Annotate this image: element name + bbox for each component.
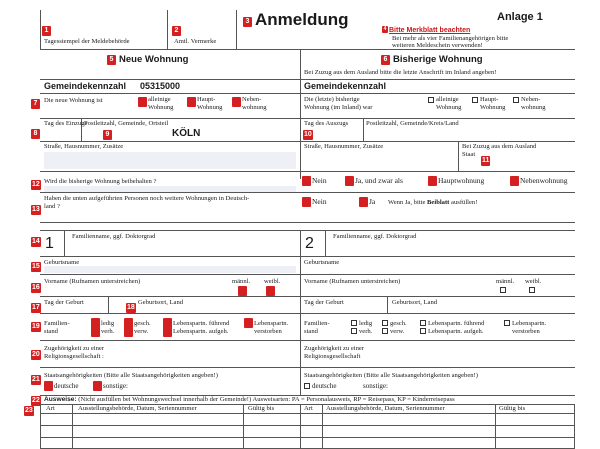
person-1-other-checkbox[interactable] [93, 381, 102, 391]
abroad-label-2: Staat [462, 151, 476, 158]
person-1-male-checkbox[interactable] [238, 286, 247, 296]
old-municipality-label: Gemeindekennzahl [304, 81, 387, 91]
new-dwelling-secondary-label-2: wohnung [242, 104, 267, 111]
marker-7: 7 [31, 99, 40, 109]
person-1-birth-place-label: Geburtsort, Land [138, 299, 184, 306]
person-1-family-label-1: Familien- [44, 320, 70, 327]
ids-col-authority-right: Ausstellungsbehörde, Datum, Seriennummer [326, 405, 445, 412]
new-dwelling-sole-checkbox[interactable] [138, 97, 147, 107]
abroad-note: Bei Zuzug aus dem Ausland bitte die letzte Anschrift im Inland angeben! [304, 69, 497, 76]
new-street-label: Straße, Hausnummer, Zusätze [44, 143, 124, 150]
marker-21: 21 [32, 376, 40, 383]
ids-col-authority-left: Ausstellungsbehörde, Datum, Seriennummer [78, 405, 197, 412]
others-question-label-2: land ? [44, 203, 60, 210]
person-1-religion-label-1: Zugehörigkeit zu einer [44, 345, 105, 352]
person-1-widowed-checkbox[interactable] [124, 327, 133, 337]
person-2-male-checkbox[interactable] [500, 287, 506, 293]
person-1-partnership-2-checkbox[interactable] [163, 327, 172, 337]
person-2-divorced-label: gesch. [390, 320, 407, 327]
person-2-male-label: männl. [496, 278, 515, 285]
keep-question-label: Wird die bisherige Wohnung beibehalten ? [44, 178, 157, 185]
marker-16: 16 [32, 284, 40, 291]
marker-23: 23 [25, 407, 33, 414]
person-1-divorced-label: gesch. [134, 320, 151, 327]
ids-col-type-left: Art [46, 405, 55, 412]
new-municipality-label: Gemeindekennzahl [44, 81, 127, 91]
marker-17: 17 [32, 304, 40, 311]
person-2-german-checkbox[interactable] [304, 383, 310, 389]
person-2-widowed-checkbox[interactable] [382, 328, 388, 334]
old-dwelling-main-label-2: Wohnung [480, 104, 506, 111]
stamp-label: Tagesstempel der Meldebehörde [44, 38, 130, 45]
marker-9: 9 [103, 130, 112, 140]
person-2-partnership-2-checkbox[interactable] [420, 328, 426, 334]
person-1-birth-name-field[interactable] [44, 266, 296, 273]
person-2-religion-label-2: Religionsgesellschaft [304, 353, 361, 360]
person-1-german-checkbox[interactable] [44, 381, 53, 391]
notice-line-1: Bei mehr als vier Familienangehörigen bitte [392, 35, 509, 42]
person-2-nationality-label: Staatsangehörigkeiten (Bitte alle Staatsangehörigkeiten angeben!) [304, 372, 478, 379]
marker-8: 8 [31, 129, 40, 139]
marker-12: 12 [32, 181, 40, 188]
old-dwelling-main-checkbox[interactable] [472, 97, 478, 103]
person-1-partnership-3-checkbox[interactable] [244, 318, 253, 328]
ids-title-bold: Ausweise: [44, 396, 77, 403]
person-2-birth-date-label: Tag der Geburt [304, 299, 344, 306]
person-2-german-label: deutsche [312, 382, 337, 390]
person-2-other-label: sonstige: [363, 382, 388, 390]
new-dwelling-sole-label: alleinige [148, 96, 171, 103]
person-1-family-label-2: stand [44, 328, 58, 335]
old-address-title: Bisherige Wohnung [393, 54, 483, 65]
person-2-single-label: ledig [359, 320, 373, 327]
keep-yes-label: Ja, und zwar als [355, 176, 403, 185]
notice-title: Bitte Merkblatt beachten [389, 27, 471, 34]
person-1-religion-label-2: Religionsgesellschaft : [44, 353, 104, 360]
person-2-birth-name-label: Geburtsname [304, 259, 340, 266]
marker-20: 20 [32, 351, 40, 358]
ids-title-note: (Nicht ausfüllen bei Wohnungswechsel innerhalb der Gemeinde!) Ausweisarten: PA = Personalausweis, RP = Reisepass, KP = Kinderreisepass [76, 396, 455, 403]
person-2-birth-place-label: Geburtsort, Land [392, 299, 438, 306]
new-dwelling-sole-label-2: Wohnung [148, 104, 174, 111]
person-1-married-checkbox[interactable] [91, 327, 100, 337]
marker-19: 19 [32, 323, 40, 330]
keep-main-checkbox[interactable] [428, 176, 437, 186]
marker-14: 14 [32, 238, 40, 245]
person-1-nationality-label: Staatsangehörigkeiten (Bitte alle Staatsangehörigkeiten angeben!) [44, 372, 218, 379]
person-1-partnership-4-label: verstorben [254, 328, 282, 335]
person-2-partnership-3-label: Lebenspartn. [512, 320, 547, 327]
person-2-name-label: Familienname, ggf. Doktorgrad [333, 233, 417, 240]
city-value[interactable]: KÖLN [172, 128, 201, 139]
person-1-single-label: ledig [101, 320, 115, 327]
person-1-widowed-label: verw. [134, 328, 149, 335]
person-1-female-checkbox[interactable] [266, 286, 275, 296]
old-dwelling-label-2: Wohnung (im Inland) war [304, 104, 373, 111]
person-1-male-label: männl. [232, 278, 251, 285]
new-municipality-value[interactable]: 05315000 [140, 81, 181, 91]
marker-13: 13 [32, 206, 40, 213]
person-2-married-checkbox[interactable] [351, 328, 357, 334]
person-2-first-name-label: Vorname (Rufnamen unterstreichen) [304, 278, 401, 285]
person-1-birth-name-label: Geburtsname [44, 259, 80, 266]
others-note-suffix: ausfüllen! [449, 199, 478, 206]
others-yes-checkbox[interactable] [359, 197, 368, 207]
move-in-label: Tag des Einzugs [44, 120, 88, 127]
person-1-married-label: verh. [101, 328, 115, 335]
keep-no-label: Nein [312, 176, 327, 185]
ids-col-type-right: Art [304, 405, 313, 412]
person-2-partnership-4-label: verstorben [512, 328, 540, 335]
marker-22: 22 [32, 397, 40, 404]
move-out-label: Tag des Auszugs [304, 120, 349, 127]
others-note-prefix: Wenn Ja, bitte [388, 199, 428, 206]
others-yes-label: Ja [369, 197, 376, 206]
abroad-label-1: Bei Zuzug aus dem Ausland [462, 143, 537, 150]
form-title: Anmeldung [255, 10, 349, 29]
notice-line-2: weiteren Meldeschein verwenden! [392, 42, 483, 49]
new-address-title: Neue Wohnung [119, 54, 189, 65]
person-1-name-label: Familienname, ggf. Doktorgrad [72, 233, 156, 240]
others-note-bold: Beiblatt [427, 199, 450, 206]
ids-col-valid-left: Gültig bis [248, 405, 275, 412]
old-dwelling-sole-label-2: Wohnung [436, 104, 462, 111]
marker-11: 11 [482, 157, 490, 164]
person-1-partnership-3-label: Lebenspartn. [254, 320, 289, 327]
person-2-married-label: verh. [359, 328, 373, 335]
person-2-divorced-checkbox[interactable] [382, 320, 388, 326]
person-2-female-label: weibl. [525, 278, 542, 285]
marker-1: 1 [42, 26, 51, 36]
marker-4: 4 [383, 26, 387, 32]
new-dwelling-secondary-label: Neben- [242, 96, 262, 103]
others-no-checkbox[interactable] [302, 197, 311, 207]
keep-no-checkbox[interactable] [302, 176, 311, 186]
old-postal-label: Postleitzahl, Gemeinde/Kreis/Land [366, 120, 459, 127]
others-no-label: Nein [312, 197, 327, 206]
ids-title [44, 396, 455, 404]
marker-18: 18 [127, 304, 135, 311]
person-1-partnership-1-label: Lebenspartn. führend [173, 320, 230, 327]
person-1-other-label: sonstige: [103, 382, 128, 390]
person-1-female-label: weibl. [264, 278, 281, 285]
marker-5: 5 [107, 55, 116, 65]
marker-10: 10 [304, 131, 312, 138]
old-dwelling-secondary-label-2: wohnung [521, 104, 546, 111]
person-1-first-name-label: Vorname (Rufnamen unterstreichen) [44, 278, 141, 285]
old-street-label: Straße, Hausnummer, Zusätze [304, 143, 384, 150]
postal-label: Postleitzahl, Gemeinde, Ortsteil [84, 120, 169, 127]
person-2-family-label-1: Familien- [304, 320, 330, 327]
person-2-female-checkbox[interactable] [529, 287, 535, 293]
person-2-partnership-2-label: Lebenspartn. aufgeh. [428, 328, 484, 335]
person-2-partnership-3-checkbox[interactable] [504, 320, 510, 326]
person-2-partnership-1-label: Lebenspartn. führend [428, 320, 485, 327]
new-dwelling-main-checkbox[interactable] [187, 97, 196, 107]
person-2-number: 2 [305, 235, 314, 252]
person-1-partnership-2-label: Lebenspartn. aufgeh. [173, 328, 229, 335]
person-1-birth-date-label: Tag der Geburt [44, 299, 84, 306]
keep-main-label: Hauptwohnung [438, 176, 485, 185]
keep-secondary-checkbox[interactable] [510, 176, 519, 186]
person-1-german-label: deutsche [54, 382, 79, 390]
others-note [388, 199, 477, 207]
keep-secondary-label: Nebenwohnung [520, 176, 568, 185]
marker-3: 3 [243, 17, 252, 27]
new-dwelling-secondary-checkbox[interactable] [232, 97, 241, 107]
new-dwelling-label: Die neue Wohnung ist [44, 97, 103, 104]
person-1-number: 1 [45, 235, 54, 252]
old-dwelling-secondary-label: Neben- [521, 96, 541, 103]
annex-label: Anlage 1 [497, 11, 543, 23]
old-dwelling-sole-label: alleinige [436, 96, 459, 103]
keep-yes-checkbox[interactable] [345, 176, 354, 186]
person-2-family-label-2: stand [304, 328, 318, 335]
official-notes-label: Amtl. Vermerke [174, 38, 217, 45]
marker-15: 15 [32, 263, 40, 270]
ids-col-valid-right: Gültig bis [499, 405, 526, 412]
marker-6: 6 [381, 55, 390, 65]
old-dwelling-main-label: Haupt- [480, 96, 499, 103]
marker-2: 2 [172, 26, 181, 36]
new-dwelling-main-label-2: Wohnung [197, 104, 223, 111]
old-dwelling-sole-checkbox[interactable] [428, 97, 434, 103]
new-dwelling-main-label: Haupt- [197, 96, 216, 103]
person-2-religion-label-1: Zugehörigkeit zu einer [304, 345, 365, 352]
person-2-widowed-label: verw. [390, 328, 405, 335]
old-dwelling-label-1: Die (letzte) bisherige [304, 96, 360, 103]
others-question-label-1: Haben die unten aufgeführten Personen noch weitere Wohnungen in Deutsch- [44, 195, 250, 202]
person-2-partnership-1-checkbox[interactable] [420, 320, 426, 326]
person-2-single-checkbox[interactable] [351, 320, 357, 326]
old-dwelling-secondary-checkbox[interactable] [513, 97, 519, 103]
new-street-field[interactable] [44, 152, 296, 169]
